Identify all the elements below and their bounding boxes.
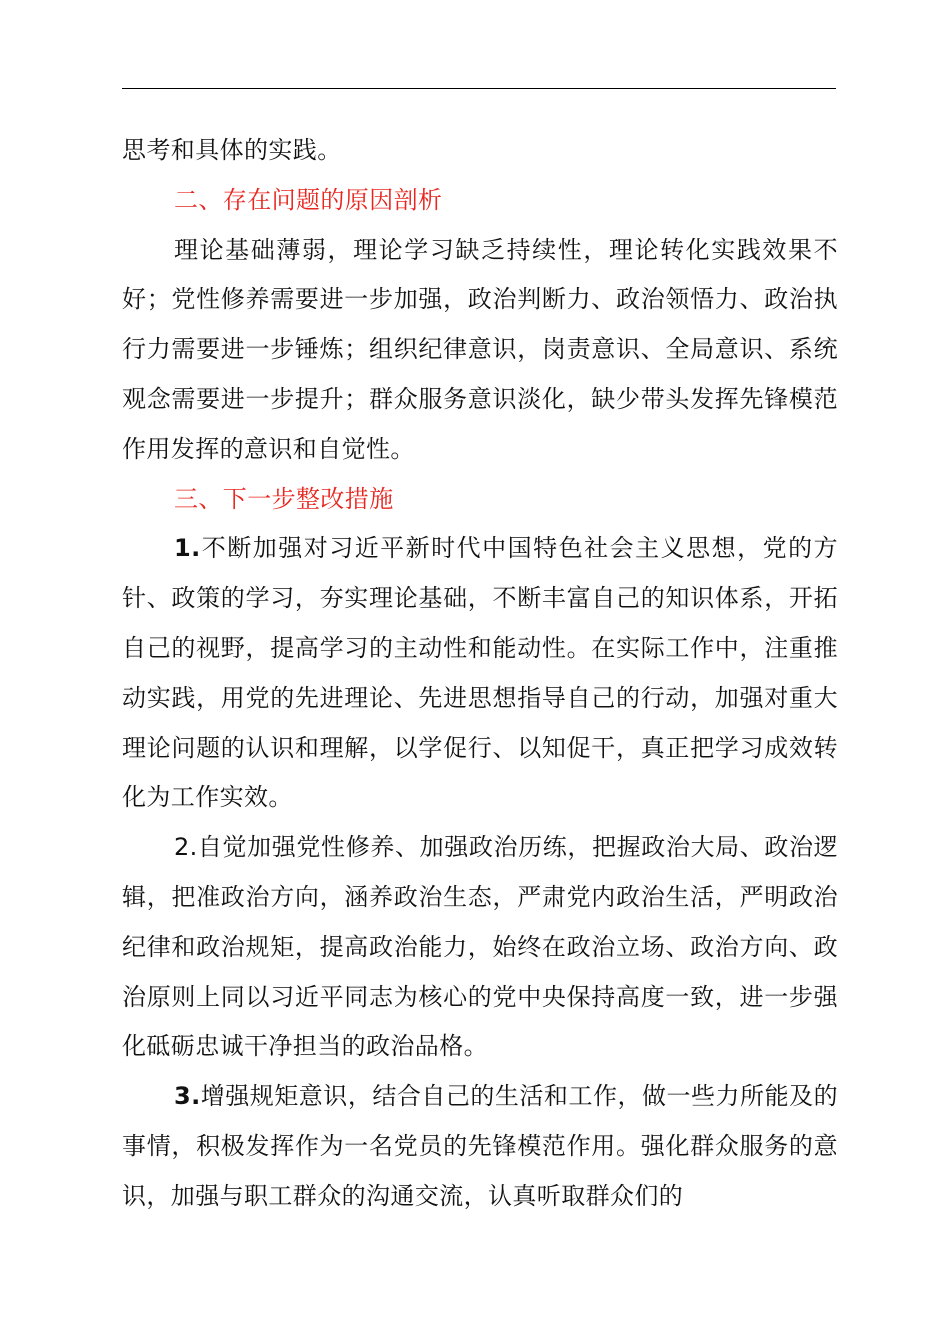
- document-body: [122, 126, 838, 1222]
- measure-number: 1.: [174, 534, 201, 563]
- measure-item-3: [122, 1072, 838, 1221]
- measure-number: 2.: [174, 833, 198, 862]
- measure-text: 增强规矩意识，结合自己的生活和工作，做一些力所能及的事情，积极发挥作为一名党员的先锋模范作用。强化群众服务的意识，加强与职工群众的沟通交流，认真听取群众们的: [122, 1082, 838, 1210]
- causes-paragraph: 理论基础薄弱，理论学习缺乏持续性，理论转化实践效果不好；党性修养需要进一步加强，政治判断力、政治领悟力、政治执行力需要进一步锤炼；组织纪律意识，岗责意识、全局意识、系统观念需要进一步提升；群众服务意识淡化，缺少带头发挥先锋模范作用发挥的意识和自觉性。: [122, 235, 838, 463]
- measure-text: 自觉加强党性修养、加强政治历练，把握政治大局、政治逻辑，把准政治方向，涵养政治生态，严肃党内政治生活，严明政治纪律和政治规矩，提高政治能力，始终在政治立场、政治方向、政治原则上同以习近平同志为核心的党中央保持高度一致，进一步强化砥砺忠诚干净担当的政治品格。: [122, 833, 838, 1061]
- section-heading-causes: 二、存在问题的原因剖析: [174, 185, 443, 214]
- section-heading-measures: 三、下一步整改措施: [174, 484, 394, 513]
- measure-item-1: [122, 524, 838, 823]
- measure-number: 3.: [174, 1082, 201, 1111]
- continuation-paragraph: 思考和具体的实践。: [122, 136, 342, 164]
- header-rule: [122, 88, 836, 89]
- measure-item-2: [122, 823, 838, 1072]
- measure-text: 不断加强对习近平新时代中国特色社会主义思想，党的方针、政策的学习，夯实理论基础，不断丰富自己的知识体系，开拓自己的视野，提高学习的主动性和能动性。在实际工作中，注重推动实践，用党的先进理论、先进思想指导自己的行动，加强对重大理论问题的认识和理解，以学促行、以知促干，真正把学习成效转化为工作实效。: [122, 534, 838, 812]
